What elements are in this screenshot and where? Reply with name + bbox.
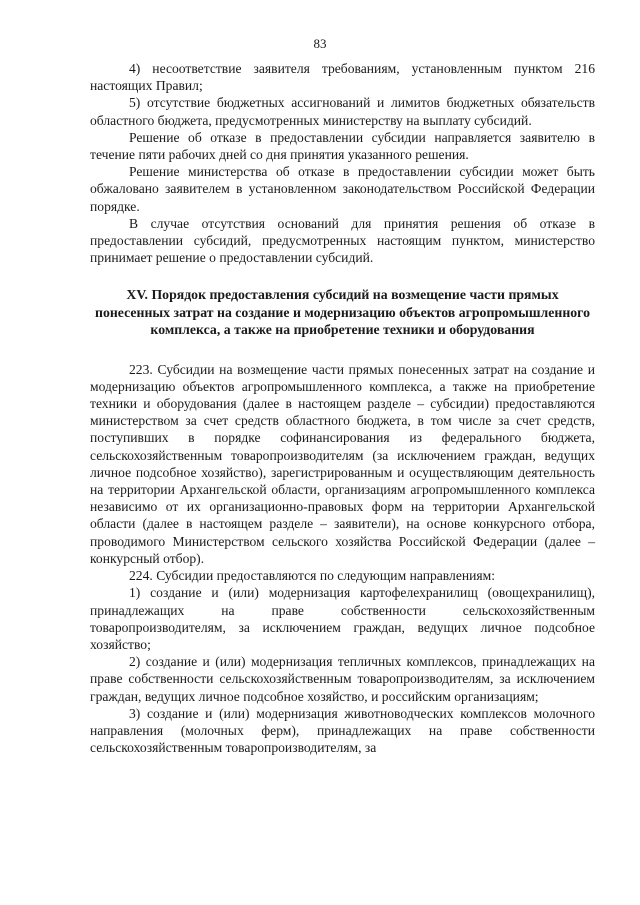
paragraph: 223. Субсидии на возмещение части прямых понесенных затрат на создание и модернизацию объектов агропромышленного комплекса, а также на приобретение техники и оборудования (далее в настоящем разделе – субсидии) предоставляются министерством за счет средств областного бюджета, в том числе за счет средств, поступивших в порядке софинансирования из федерального бюджета, сельскохозяйственным товаропроизводителям (за исключением граждан, ведущих личное подсобное хозяйство), зарегистрированным и осуществляющим деятельность на территории Архангельской области, организациям агропромышленного комплекса независимо от их организационно-правовых форм на территории Архангельской области (далее в настоящем разделе – заявители), на основе конкурсного отбора, проводимого Министерством сельского хозяйства Российской Федерации (далее – конкурсный отбор). (90, 361, 595, 566)
paragraph: 2) создание и (или) модернизация тепличных комплексов, принадлежащих на праве собственности сельскохозяйственным товаропроизводителям, за исключением граждан, ведущих личное подсобное хозяйство, и российским организациям; (90, 654, 595, 704)
paragraph: 3) создание и (или) модернизация животноводческих комплексов молочного направления (молочных ферм), принадлежащих на праве собственности сельскохозяйственным товаропроизводителям, за (90, 705, 595, 756)
paragraph: 224. Субсидии предоставляются по следующим направлениям: (129, 568, 496, 584)
paragraph: Решение об отказе в предоставлении субсидии направляется заявителю в течение пяти рабочих дней со дня принятия указанного решения. (90, 129, 595, 163)
section-heading: XV. Порядок предоставления субсидий на возмещение части прямых понесенных затрат на создание и модернизацию объектов агропромышленного комплекса, а также на приобретение техники и оборудования (95, 287, 590, 338)
paragraph: 4) несоответствие заявителя требованиям, установленным пунктом 216 настоящих Правил; (90, 61, 595, 94)
page-number: 83 (313, 36, 327, 51)
paragraph: 5) отсутствие бюджетных ассигнований и лимитов бюджетных обязательств областного бюджета, предусмотренных министерству на выплату субсидий. (90, 95, 595, 128)
document-body (90, 60, 595, 756)
paragraph: 1) создание и (или) модернизация картофелехранилищ (овощехранилищ), принадлежащих на праве собственности сельскохозяйственным товаропроизводителям, за исключением граждан, ведущих личное подсобное хозяйство; (90, 585, 595, 652)
paragraph: В случае отсутствия оснований для принятия решения об отказе в предоставлении субсидий, предусмотренных настоящим пунктом, министерство принимает решение о предоставлении субсидий. (90, 215, 595, 266)
paragraph: Решение министерства об отказе в предоставлении субсидии может быть обжаловано заявителем в установленном законодательством Российской Федерации порядке. (90, 164, 595, 214)
